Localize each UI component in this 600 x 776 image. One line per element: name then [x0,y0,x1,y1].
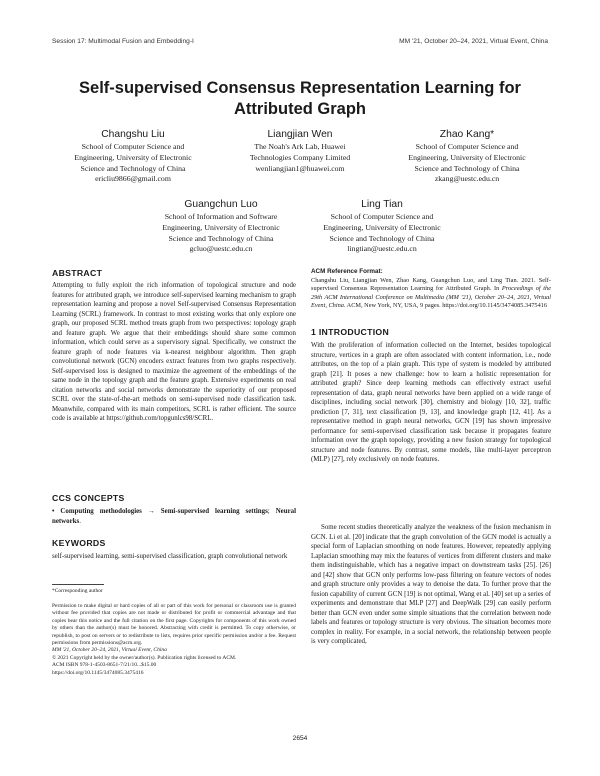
footnote: *Corresponding author [52,588,103,594]
abstract-heading: ABSTRACT [52,268,103,278]
abstract-text: Attempting to fully exploit the rich information of topological structure and node features for attributed graph, we introduce self-supervised learning mechanism to graph representation learning and propose a novel Self-supervised Consensus Representation Learning (SCRL) framework. In contrast to most existing works that only explore one graph, our proposed SCRL method treats graph from two perspectives: topology graph and feature graph. We argue that their embeddings should share some common information, which could serve as a supervisory signal. Specifically, we construct the feature graph of node features via k-nearest neighbour algorithm. Then graph convolutional network (GCN) encoders extract features from two graphs respectively. Self-supervised loss is designed to maximize the agreement of the embeddings of the same node in the topology graph and the feature graph. Extensive experiments on real citation networks and social networks demonstrate the superiority of our proposed SCRL over the state-of-the-art methods on semi-supervised node classification task. Meanwhile, compared with its main competitors, SCRL is rather efficient. The source code is available at https://github.com/topgunlcs98/SCRL. [52,282,296,422]
permission-block: Permission to make digital or hard copies of all or part of this work for personal or classroom use is granted without fee provided that copies are not made or distributed for profit or commercial advantage and that copies bear this notice and the full citation on the first page. Copyrights for components of this work owned by others than the author(s) must be honored. Abstracting with credit is permitted. To copy otherwise, or republish, to post on servers or to redistribute to lists, requires prior specific permission and/or a fee. Request permissions from permissions@acm.org. MM '21, October 20–24, 2021, Virtual Event, China © 2021 Copyright held by the owner/author(s). Publication rights licensed to ACM. ACM ISBN 978-1-4503-8651-7/21/10...$15.00 https://doi.org/10.1145/3474085.3475416 [52,603,296,676]
running-header-right: MM '21, October 20–24, 2021, Virtual Event, China [399,38,548,45]
author-name: Changshu Liu [101,129,165,140]
author-email: ericliu9866@gmail.com [95,174,171,184]
author-block: Changshu Liu School of Computer Science and Engineering, University of Electronic Science and Technology of China ericliu9866@gmail.com [52,128,214,185]
author-email: lingtian@uestc.edu.cn [347,244,417,254]
author-email: wenliangjian1@huawei.com [255,163,345,173]
paper-title: Self-supervised Consensus Representation Learning for Attributed Graph [79,79,521,118]
doi-link[interactable]: https://doi.org/10.1145/3474085.3475416 [52,669,144,676]
author-name: Ling Tian [361,199,403,210]
ccs-text: • Computing methodologies → Semi-supervised learning settings; Neural networks. [52,508,296,525]
acm-reference: ACM Reference Format: Changshu Liu, Liangjian Wen, Zhao Kang, Guangchun Luo, and Ling Tian. 2021. Self-supervised Consensus Representation Learning for Attributed Graph. In Proceedings of the 29th ACM International Conference on Multimedia (MM '21), October 20–24, 2021, Virtual Event, China. ACM, New York, NY, USA, 9 pages. https://doi.org/10.1145/3474085.3475416 [311,268,551,310]
intro-paragraph-1: With the proliferation of information collected on the Internet, besides topological structure, vertices in a graph are often associated with content information, i.e., node attributes, on the top of a plain graph. This type of system is modeled by attributed graph [21]. It poses a new challenge: how to learn a holistic representation for attributed graph? Since deep learning methods can effectively extract useful representation of data, graph neural networks have been applied on a wide range of disciplines, including social network [30], chemistry and biology [10, 32], traffic prediction [7, 31], text classification [9, 13], and knowledge graph [12, 41]. As a representative method in graph neural networks, GCN [19] has shown impressive performance for semi-supervised classification task because it propagates feature information over the graph topology, providing a new fusion strategy for topological structure and node features. By contrast, some models, like multi-layer perceptron (MLP) [27], rely exclusively on node features. [311,342,551,463]
keywords-text: self-supervised learning, semi-supervised classification, graph convolutional network [52,553,288,560]
keywords-heading: KEYWORDS [52,538,106,548]
author-block: Ling Tian School of Computer Science and Engineering, University of Electronic Science and Technology of China lingtian@uestc.edu.cn [301,198,463,255]
author-block: Guangchun Luo School of Information and Software Engineering, University of Electronic Science and Technology of China gcluo@uestc.edu.cn [140,198,302,255]
author-block: Zhao Kang* School of Computer Science and Engineering, University of Electronic Science and Technology of China zkang@uestc.edu.cn [386,128,548,185]
footnote-rule [52,584,104,585]
author-name: Guangchun Luo [184,199,258,210]
ccs-heading: CCS CONCEPTS [52,493,125,503]
page-number: 2654 [292,735,308,742]
intro-paragraph-2: Some recent studies theoretically analyze the weakness of the fusion mechanism in GCN. Li et al. [20] indicate that the graph convolution of the GCN model is actually a special form of Laplacian smoothing on node features. However, repeatedly applying Laplacian smoothing may mix the features of vertices from different clusters and make them indistinguishable, which has a negative impact on downstream tasks [25]. [26] and [42] show that GCN only performs low-pass filtering on feature vectors of nodes and graph structure only provides a way to denoise the data. To further prove that the fusion capability of current GCN [19] is not optimal, Wang et al. [40] set up a series of experiments and demonstrate that MLP [27] and DeepWalk [29] can easily perform better than GCN even under some simple situations that the correlation between node labels and features or topology structure is very obvious. The situation becomes more complex in reality. For example, in a social network, the relationship between people is very complicated, [311,524,551,645]
author-email: zkang@uestc.edu.cn [434,174,500,184]
running-header-left: Session 17: Multimodal Fusion and Embedding-I [52,38,194,45]
author-name: Liangjian Wen [267,129,333,140]
author-block: Liangjian Wen The Noah's Ark Lab, Huawei Technologies Company Limited wenliangjian1@huawei.com [219,128,381,174]
intro-heading: 1 INTRODUCTION [311,327,390,337]
author-email: gcluo@uestc.edu.cn [189,244,253,254]
author-name: Zhao Kang* [439,129,495,140]
